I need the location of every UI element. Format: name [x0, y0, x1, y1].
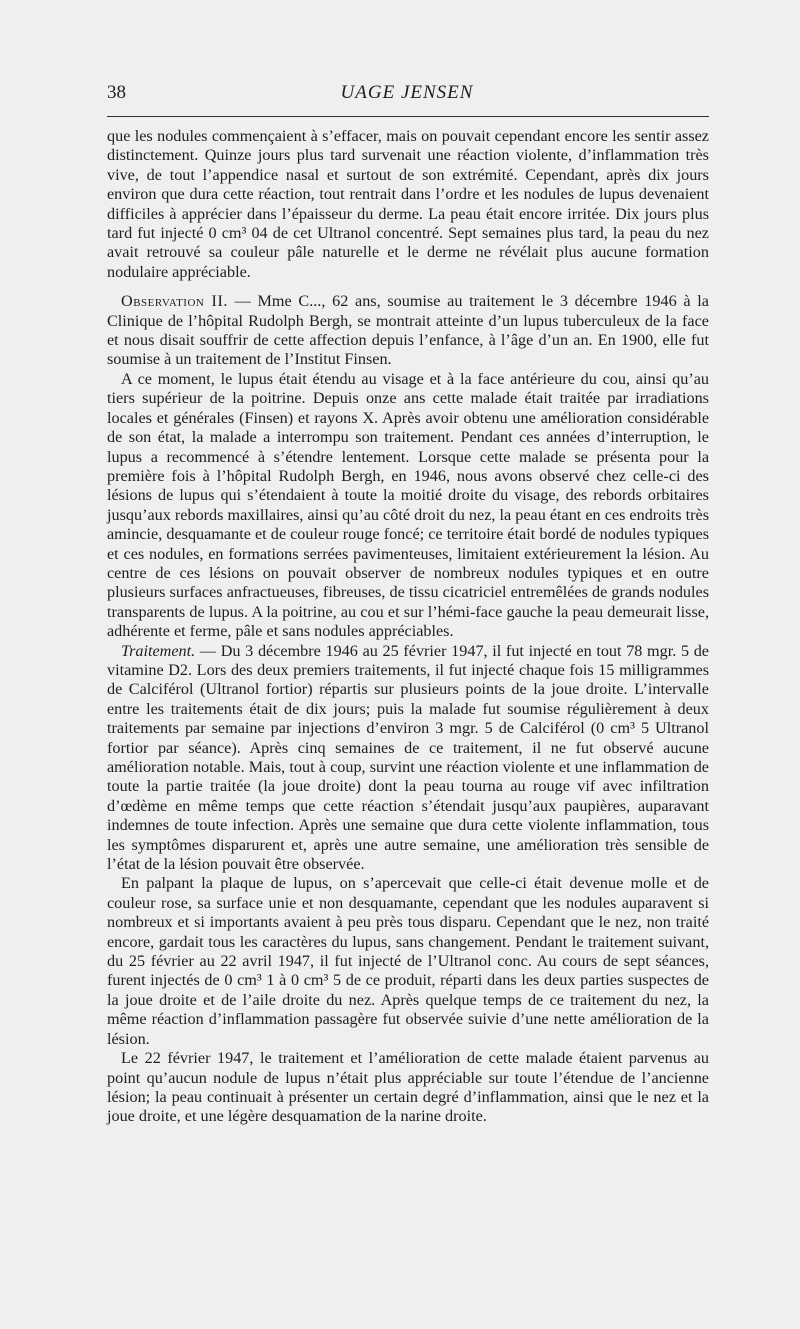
paragraph-observation	[107, 292, 709, 370]
paragraph-treatment	[107, 642, 709, 875]
page-number: 38	[107, 82, 126, 103]
observation-text: — Mme C..., 62 ans, soumise au traitement le 3 décembre 1946 à la Clinique de l’hôpital Rudolph Bergh, se montrait atteinte d’un lupus tuberculeux de la face et nous disait souffrir de cette affection depuis l’enfance, à l’âge d’un an. En 1900, elle fut soumise à un traitement de l’Institut Finsen.	[107, 292, 709, 369]
page-header	[107, 82, 707, 110]
running-title: UAGE JENSEN	[340, 82, 474, 103]
observation-heading: Observation II.	[121, 292, 228, 311]
paragraph-3: A ce moment, le lupus était étendu au visage et à la face antérieure du cou, ainsi qu’au tiers supérieur de la poitrine. Depuis onze ans cette malade était traitée par irradiations locales et générales (Finsen) et rayons X. Après avoir obtenu une amélioration considérable de son état, la malade a interrompu son traitement. Pendant ces années d’interruption, le lupus a recommencé à s’étendre lentement. Lorsque cette malade se présenta pour la première fois à l’hôpital Rudolph Bergh, en 1946, nous avons observé chez celle-ci des lésions de lupus qui s’étendaient à toute la moitié droite du visage, des rebords orbitaires jusqu’aux rebords maxillaires, ainsi qu’au côté droit du nez, la peau étant en ces endroits très amincie, desquamante et de couleur rouge foncé; ce territoire était bordé de nodules typiques et ces nodules, en formations serrées pavimenteuses, limitaient extérieurement la lésion. Au centre de ces lésions on pouvait observer de nombreux nodules typiques et en outre plusieurs surfaces anfractueuses, fibreuses, de tissu cicatriciel entremêlées de grands nodules transparents de lupus. A la poitrine, au cou et sur l’hémi-face gauche la peau demeurait lisse, adhérente et ferme, pâle et sans nodules appréciables.	[107, 369, 709, 641]
paragraph-1: que les nodules commençaient à s’effacer, mais on pouvait cependant encore les sentir assez distinctement. Quinze jours plus tard survenait une réaction violente, d’inflammation très vive, de tout l’appendice nasal et surtout de son extrémité. Cependant, après dix jours environ que dura cette réaction, tout rentrait dans l’ordre et les nodules de lupus devenaient difficiles à apprécier dans l’épaisseur du derme. La peau était encore irritée. Dix jours plus tard fut injecté 0 cm³ 04 de cet Ultranol concentré. Sept semaines plus tard, la peau du nez avait retrouvé sa couleur pâle naturelle et le derme ne révélait plus aucune formation nodulaire appréciable.	[107, 127, 709, 281]
body-text	[107, 127, 709, 1127]
treatment-text: — Du 3 décembre 1946 au 25 février 1947, il fut injecté en tout 78 mgr. 5 de vitamine D2. Lors des deux premiers traitements, il fut injecté chaque fois 15 milligrammes de Calciférol (Ultranol fortior) répartis sur plusieurs points de la joue droite. L’intervalle entre les traitements était de dix jours; puis la malade fut soumise régulièrement à deux traitements par semaine par injections d’environ 3 mgr. 5 de Calciférol (0 cm³ 5 Ultranol fortior par séance). Après cinq semaines de ce traitement, il ne fut observé aucune amélioration notable. Mais, tout à coup, survint une réaction violente et une inflammation de toute la partie traitée (la joue droite) dont la peau tourna au rouge vif avec infiltration d’œdème en même temps que cette réaction s’étendait jusqu’aux paupières, auparavant indemnes de toute infection. Après une semaine que dura cette violente inflammation, tous les symptômes disparurent et, après une autre semaine, une amélioration très sensible de l’état de la lésion pouvait être observée.	[107, 641, 709, 874]
treatment-heading: Traitement.	[121, 641, 196, 660]
paragraph-6: Le 22 février 1947, le traitement et l’amélioration de cette malade étaient parvenus au point qu’aucun nodule de lupus n’était plus appréciable sur toute l’étendue de l’ancienne lésion; la peau continuait à présenter un certain degré d’inflammation, ainsi que le nez et la joue droite, et une légère desquamation de la narine droite.	[107, 1049, 709, 1126]
paragraph-5: En palpant la plaque de lupus, on s’apercevait que celle-ci était devenue molle et de couleur rose, sa surface unie et non desquamante, cependant que les nodules auparavent si nombreux et si importants avaient à peu près tous disparu. Cependant que le nez, non traité encore, gardait tous les caractères du lupus, sans changement. Pendant le traitement suivant, du 25 février au 22 avril 1947, il fut injecté de l’Ultranol conc. Au cours de sept séances, furent injectés de 0 cm³ 1 à 0 cm³ 5 de ce produit, réparti dans les deux parties suspectes de la joue droite et de l’aile droite du nez. Après quelque temps de ce traitement du nez, la même réaction d’inflammation passagère fut observée suivie d’une nette amélioration de la lésion.	[107, 874, 709, 1048]
header-rule	[107, 116, 709, 117]
